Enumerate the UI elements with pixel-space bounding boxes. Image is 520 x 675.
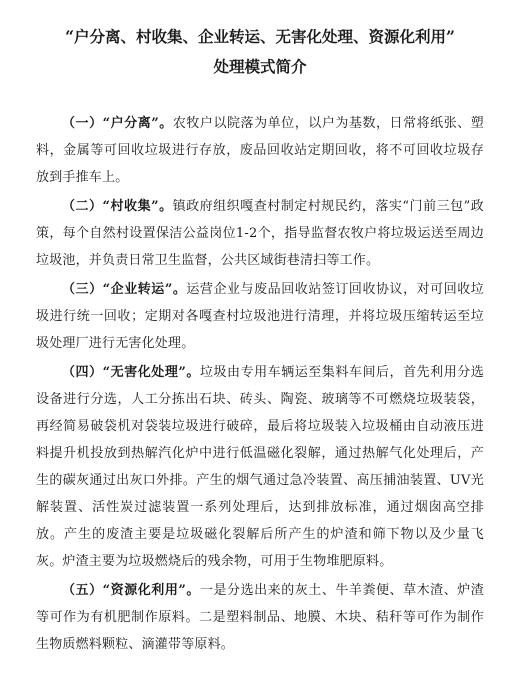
section-1-paragraph [36, 110, 484, 191]
section-1-body: 农牧户以院落为单位，以户为基数，日常将纸张、塑料，金属等可回收垃圾进行存放，废品回收站定期回收，将不可回收垃圾存放到手推车上。 [36, 116, 484, 185]
section-1-heading: （一）“户分离”。 [62, 116, 173, 131]
section-2-heading: （二）“村收集”。 [62, 199, 173, 214]
section-3-heading: （三）“企业转运”。 [62, 282, 187, 297]
section-4-body: 垃圾由专用车辆运至集料车间后，首先利用分选设备进行分选，人工分拣出石块、砖头、陶瓷、玻璃等不可燃烧垃圾装袋，再经简易破袋机对袋装垃圾进行破碎，最后将垃圾装入垃圾桶由自动液压进料提升机投放到热解汽化炉中进行低温磁化裂解，通过热解气化处理后，产生的碳灰通过出灰口外排。产生的烟气通过急冷装置、高压捕油装置、UV光解装置、活性炭过滤装置一系列处理后，达到排放标准，通过烟囱高空排放。产生的废渣主要是垃圾磁化裂解后所产生的炉渣和筛下物以及少量飞灰。炉渣主要为垃圾燃烧后的残余物，可用于生物堆肥原料。 [36, 365, 485, 569]
section-4-paragraph [36, 359, 484, 575]
section-5-heading: （五）“资源化利用”。 [62, 583, 200, 598]
section-3-body: 运营企业与废品回收站签订回收协议，对可回收垃圾进行统一回收；定期对各嘎查村垃圾池进行清理，并将垃圾压缩转运至垃圾处理厂进行无害化处理。 [36, 282, 484, 351]
section-5-paragraph [36, 577, 484, 658]
section-2-body: 镇政府组织嘎查村制定村规民约，落实“门前三包”政策，每个自然村设置保洁公益岗位1-2个，指导监督农牧户将垃圾运送至周边垃圾池，并负责日常卫生监督，公共区域街巷清扫等工作。 [36, 199, 484, 268]
title-block [36, 22, 484, 82]
section-3-paragraph [36, 276, 484, 357]
document-title-line-1: “户分离、村收集、企业转运、无害化处理、资源化利用” [65, 27, 455, 46]
section-2-paragraph [36, 193, 484, 274]
section-5-body: 一是分选出来的灰土、牛羊粪便、草木渣、炉渣等可作为有机肥制作原料。二是塑料制品、地膜、木块、秸秆等可作为制作生物质燃料颗粒、滴灌带等原料。 [36, 583, 485, 652]
section-4-heading: （四）“无害化处理”。 [62, 365, 200, 380]
document-title-line-2: 处理模式简介 [213, 57, 307, 76]
